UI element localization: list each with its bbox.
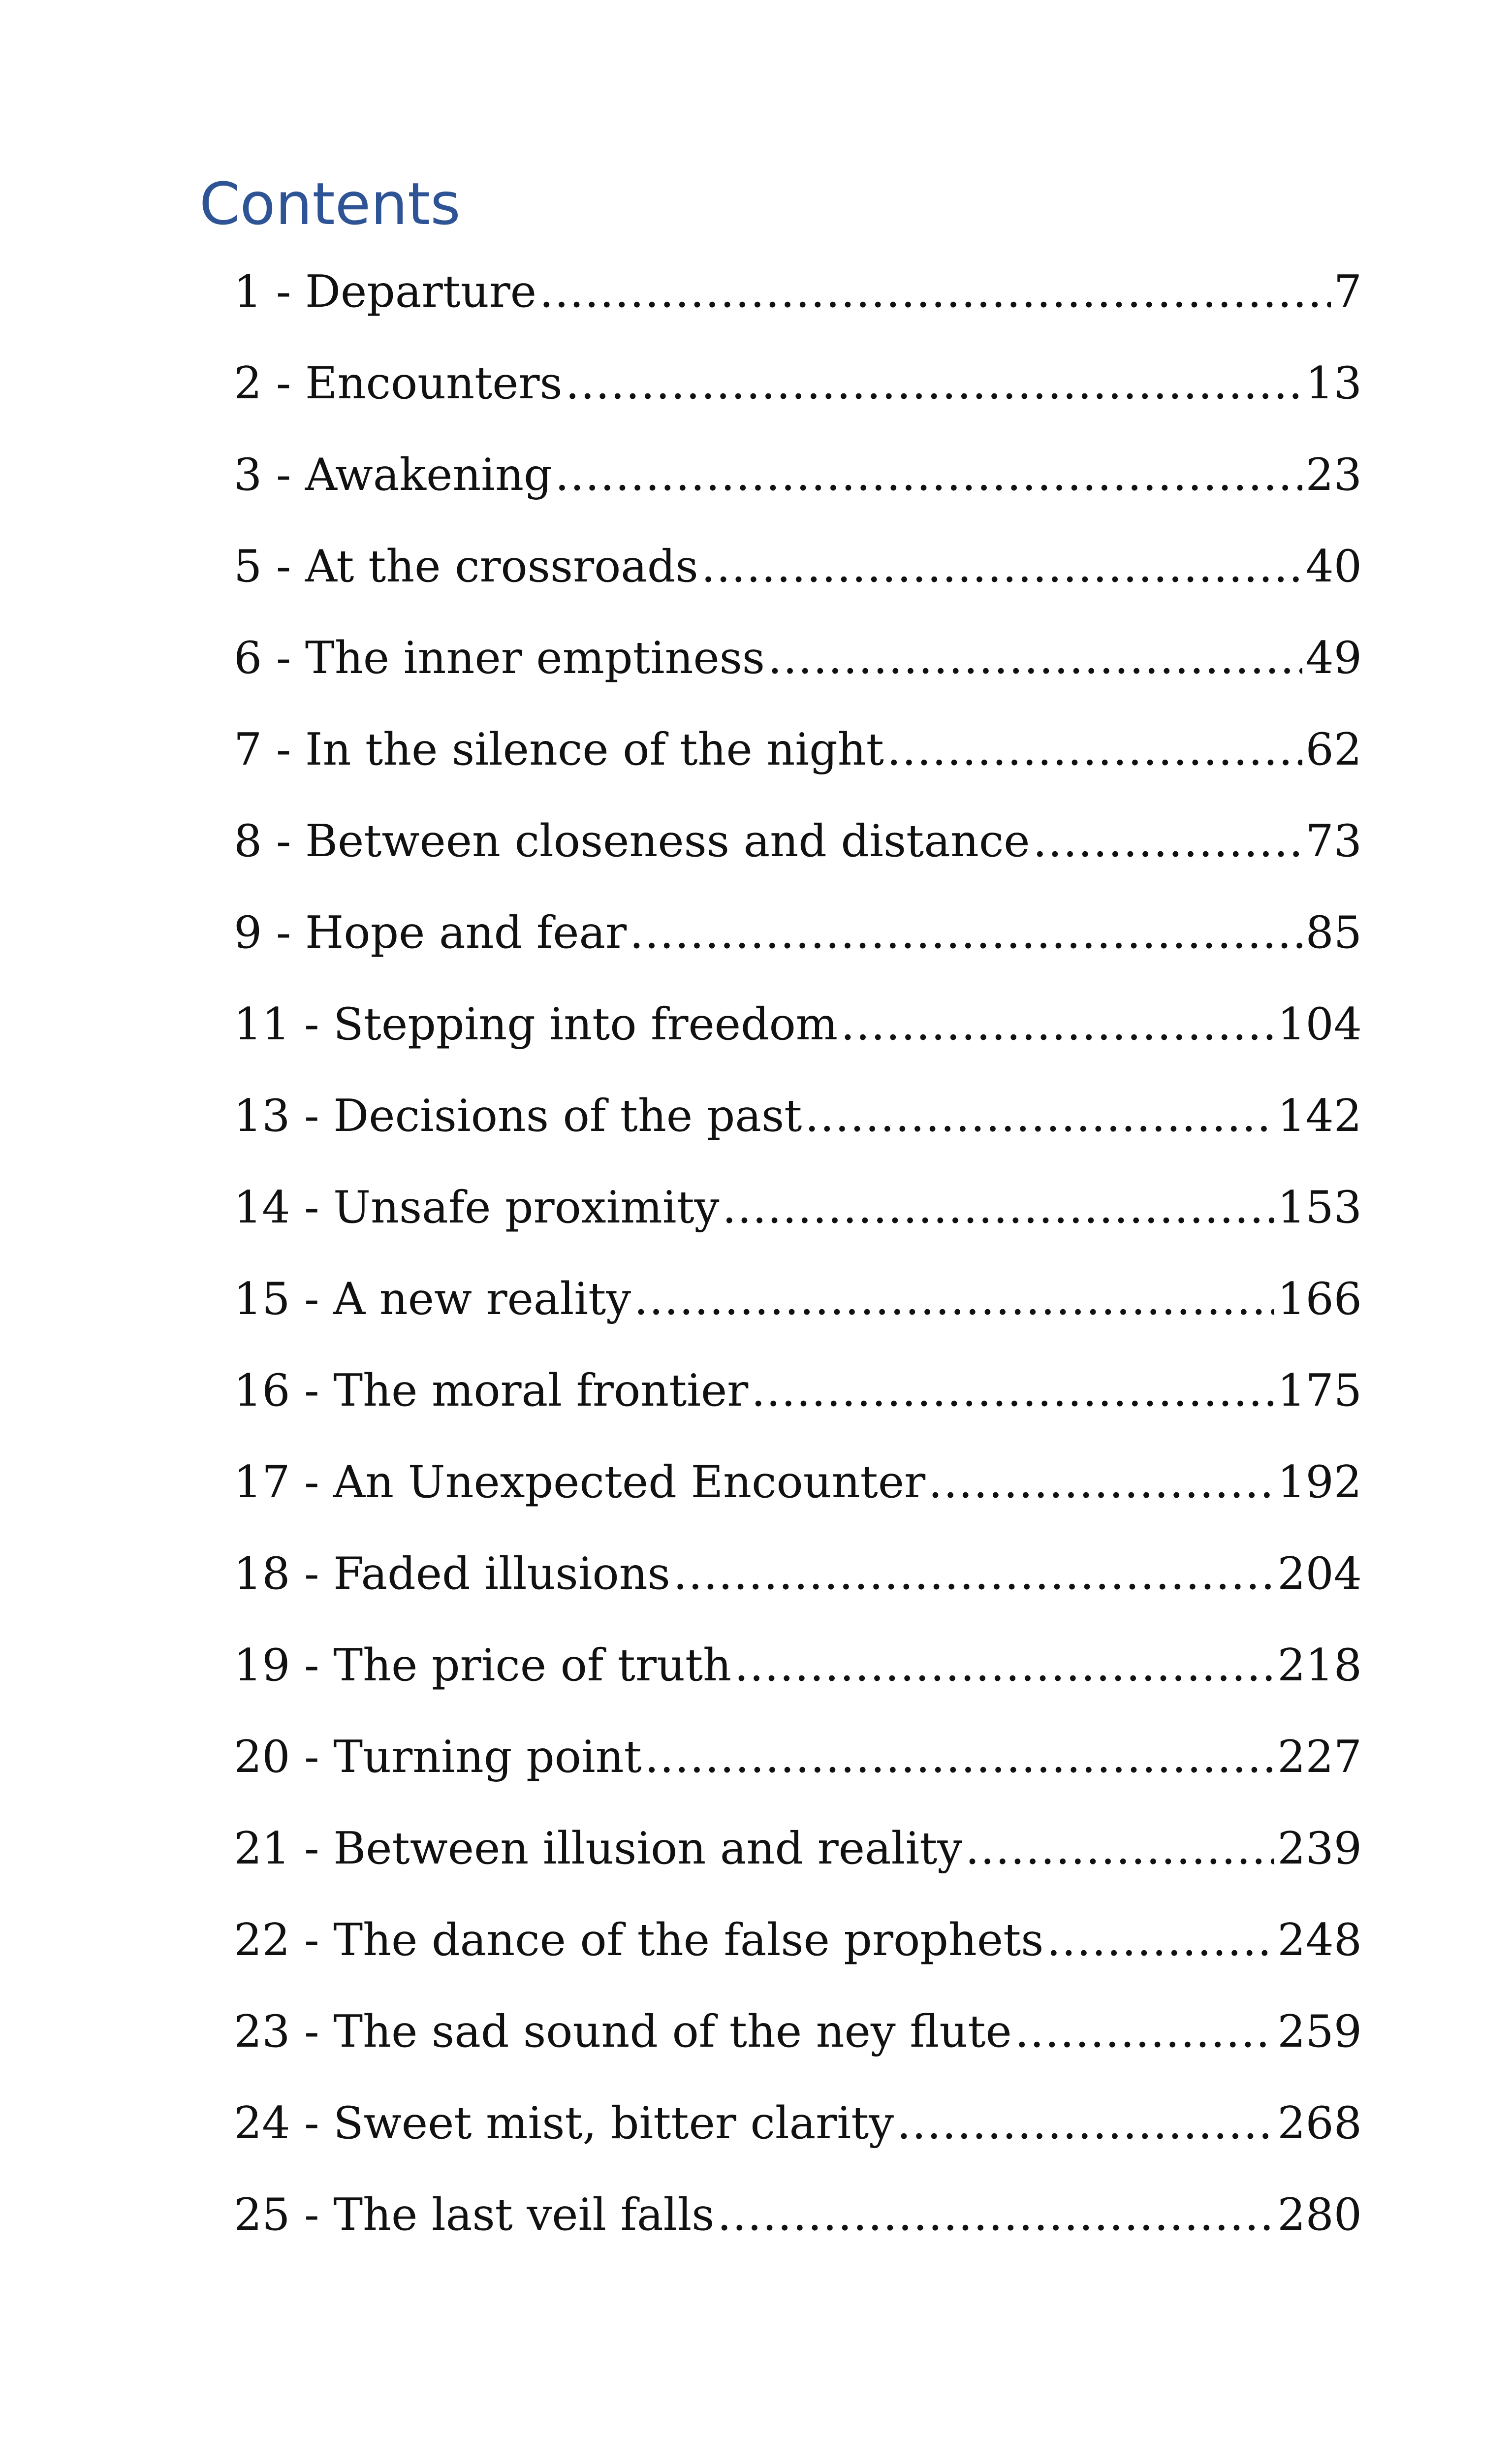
toc-entry-title: 8 - Between closeness and distance [234,815,1030,867]
toc-entry-title: 21 - Between illusion and reality [234,1823,963,1874]
toc-entry-page: 73 [1305,815,1362,867]
dot-leader [722,1182,1274,1233]
dot-leader [634,1273,1274,1325]
dot-leader [768,632,1302,684]
dot-leader [928,1456,1274,1508]
toc-entry-page: 280 [1277,2189,1362,2241]
toc-entry-page: 239 [1277,1823,1362,1874]
toc-entry[interactable] [234,1731,1362,1823]
toc-entry-page: 40 [1305,541,1362,592]
toc-entry[interactable] [234,1273,1362,1365]
toc-entry-page: 218 [1277,1639,1362,1691]
toc-entry[interactable] [234,357,1362,449]
toc-entry-page: 153 [1277,1182,1362,1233]
toc-entry-title: 19 - The price of truth [234,1639,732,1691]
toc-entry-page: 166 [1277,1273,1362,1325]
toc-entry-page: 7 [1333,266,1362,318]
toc-entry-page: 142 [1277,1090,1362,1142]
dot-leader [887,724,1303,775]
toc-entry-title: 24 - Sweet mist, bitter clarity [234,2097,894,2149]
toc-entry-page: 192 [1277,1456,1362,1508]
toc-entry-title: 13 - Decisions of the past [234,1090,802,1142]
toc-entry-title: 6 - The inner emptiness [234,632,765,684]
toc-entry-page: 23 [1305,449,1362,501]
toc-entry[interactable] [234,449,1362,541]
dot-leader [717,2189,1274,2241]
toc-entry-title: 1 - Departure [234,266,537,318]
dot-leader [673,1548,1274,1600]
toc-entry-title: 11 - Stepping into freedom [234,998,838,1050]
toc-entry[interactable] [234,998,1362,1090]
toc-entry-page: 227 [1277,1731,1362,1783]
toc-entry-title: 17 - An Unexpected Encounter [234,1456,926,1508]
toc-entry[interactable] [234,2189,1362,2281]
toc-entry[interactable] [234,1548,1362,1639]
toc-entry-title: 2 - Encounters [234,357,563,409]
dot-leader [566,357,1303,409]
toc-entry-title: 9 - Hope and fear [234,907,627,959]
toc-entry[interactable] [234,1090,1362,1182]
dot-leader [1046,1914,1274,1966]
toc-entry[interactable] [234,1823,1362,1914]
toc-entry[interactable] [234,724,1362,815]
toc-entry-page: 49 [1305,632,1362,684]
toc-entry[interactable] [234,541,1362,632]
dot-leader [630,907,1302,959]
toc-entry-title: 15 - A new reality [234,1273,631,1325]
toc-entry-page: 104 [1277,998,1362,1050]
toc-entry-title: 14 - Unsafe proximity [234,1182,720,1233]
toc-entry[interactable] [234,815,1362,907]
dot-leader [734,1639,1274,1691]
toc-entry-title: 3 - Awakening [234,449,552,501]
toc-entry[interactable] [234,1639,1362,1731]
toc-entry-title: 20 - Turning point [234,1731,642,1783]
toc-entry-title: 5 - At the crossroads [234,541,698,592]
toc-entry[interactable] [234,266,1362,357]
toc-entry-page: 62 [1305,724,1362,775]
dot-leader [539,266,1331,318]
toc-entry-page: 175 [1277,1365,1362,1416]
dot-leader [1015,2006,1274,2057]
dot-leader [751,1365,1274,1416]
toc-entry-title: 25 - The last veil falls [234,2189,715,2241]
dot-leader [1033,815,1303,867]
dot-leader [897,2097,1274,2149]
toc-entry[interactable] [234,1914,1362,2006]
toc-entry-page: 259 [1277,2006,1362,2057]
dot-leader [701,541,1303,592]
toc-entry-title: 23 - The sad sound of the ney flute [234,2006,1012,2057]
dot-leader [965,1823,1274,1874]
toc-entry-title: 16 - The moral frontier [234,1365,749,1416]
toc-entry[interactable] [234,1182,1362,1273]
toc-entry-page: 248 [1277,1914,1362,1966]
toc-entry-title: 7 - In the silence of the night [234,724,884,775]
toc-entry[interactable] [234,2097,1362,2189]
table-of-contents [234,266,1362,2281]
toc-entry-title: 22 - The dance of the false prophets [234,1914,1044,1966]
toc-entry-page: 204 [1277,1548,1362,1600]
toc-entry[interactable] [234,1456,1362,1548]
toc-entry[interactable] [234,632,1362,724]
dot-leader [645,1731,1274,1783]
toc-entry-title: 18 - Faded illusions [234,1548,670,1600]
toc-entry-page: 13 [1305,357,1362,409]
toc-entry-page: 85 [1305,907,1362,959]
page-title: Contents [199,170,461,238]
toc-entry[interactable] [234,2006,1362,2097]
toc-entry[interactable] [234,907,1362,998]
toc-entry[interactable] [234,1365,1362,1456]
dot-leader [555,449,1303,501]
dot-leader [841,998,1274,1050]
dot-leader [805,1090,1274,1142]
toc-entry-page: 268 [1277,2097,1362,2149]
